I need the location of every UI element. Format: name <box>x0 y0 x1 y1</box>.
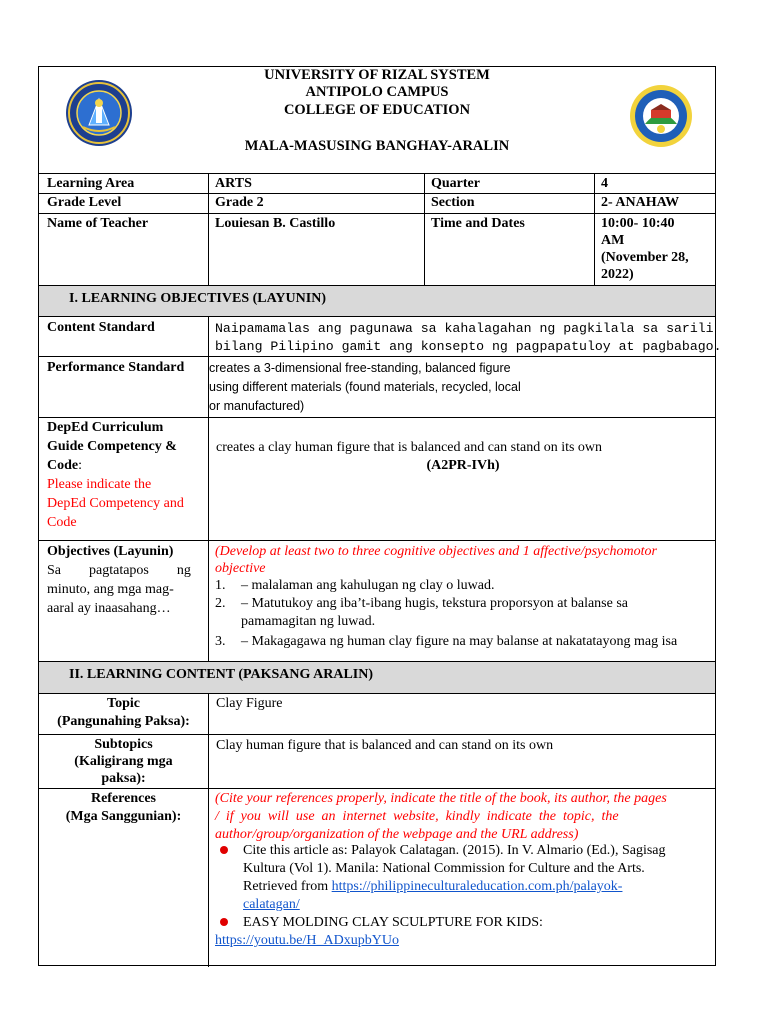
grade-level-label: Grade Level <box>47 195 122 210</box>
section-value: 2- ANAHAW <box>601 195 680 210</box>
performance-standard-label: Performance Standard <box>47 360 185 375</box>
objective-item-1: – malalaman ang kahulugan ng clay o luwad. <box>241 578 495 593</box>
competency-text: creates a clay human figure that is balanced and can stand on its own <box>216 440 603 455</box>
section2-heading: II. LEARNING CONTENT (PAKSANG ARALIN) <box>69 667 374 682</box>
competency-code: (A2PR-IVh) <box>426 458 500 473</box>
section-label: Section <box>431 195 475 210</box>
topic-label-line2: (Pangunahing Paksa): <box>57 714 190 729</box>
references-label-line1: References <box>90 791 157 806</box>
reference-1-line1: Cite this article as: Palayok Calatagan. (2015). In V. Almario (Ed.), Sagisag <box>243 843 666 858</box>
reference-2-link[interactable]: https://youtu.be/H_ADxupbYUo <box>215 933 399 948</box>
time-label: Time and Dates <box>431 216 525 231</box>
reference-2-text: EASY MOLDING CLAY SCULPTURE FOR KIDS: <box>243 915 543 930</box>
competency-label-line3: Code: <box>47 458 83 473</box>
performance-standard-line1: creates a 3-dimensional free-standing, balanced figure <box>209 361 511 375</box>
reference-1-link[interactable]: https://philippineculturaleducation.com.ph/palayok- <box>331 879 623 894</box>
objective-item-2-cont: pamamagitan ng luwad. <box>241 614 376 629</box>
quarter-label: Quarter <box>431 176 480 191</box>
objective-item-1-num: 1. <box>215 578 226 593</box>
reference-1-link-cont[interactable]: calatagan/ <box>243 897 300 912</box>
competency-note-line3: Code <box>47 515 77 530</box>
reference-2-line2 <box>215 932 399 949</box>
topic-value: Clay Figure <box>216 696 283 711</box>
objectives-desc-line3: aaral ay inaasahang… <box>47 601 171 616</box>
objective-item-3: – Makagagawa ng human clay figure na may balanse at nakatatayong mag isa <box>241 634 678 649</box>
grade-level-value: Grade 2 <box>215 195 264 210</box>
objective-item-2: – Matutukoy ang iba’t-ibang hugis, tekstura proporsyon at balanse sa <box>241 596 628 611</box>
lesson-plan-page <box>38 66 722 966</box>
objective-item-2-num: 2. <box>215 596 226 611</box>
time-value-line2: AM <box>601 233 625 248</box>
header-university: UNIVERSITY OF RIZAL SYSTEM <box>264 67 490 83</box>
references-instruction-line1: (Cite your references properly, indicate the title of the book, its author, the pages <box>215 791 667 806</box>
objectives-label: Objectives (Layunin) <box>47 544 174 559</box>
reference-1-line4 <box>243 896 300 913</box>
teacher-label: Name of Teacher <box>47 216 149 231</box>
document-title: MALA-MASUSING BANGHAY-ARALIN <box>244 138 510 154</box>
teacher-value: Louiesan B. Castillo <box>215 216 336 231</box>
reference-1-line2: Kultura (Vol 1). Manila: National Commission for Culture and the Arts. <box>243 861 645 876</box>
content-standard-label: Content Standard <box>47 320 155 335</box>
reference-1-bullet-icon <box>220 846 228 854</box>
references-label-line2: (Mga Sanggunian): <box>65 809 182 824</box>
objectives-desc-line1: Sa pagtatapos ng <box>47 563 191 578</box>
objectives-instruction-line1: (Develop at least two to three cognitive objectives and 1 affective/psychomotor <box>215 544 657 559</box>
references-instruction-line3: author/group/organization of the webpage and the URL address) <box>215 827 579 842</box>
quarter-value: 4 <box>601 176 608 191</box>
performance-standard-line3: or manufactured) <box>209 399 305 413</box>
learning-area-label: Learning Area <box>47 176 135 191</box>
competency-note-line1: Please indicate the <box>47 477 152 492</box>
competency-label-line1: DepEd Curriculum <box>47 420 164 435</box>
time-value-line4: 2022) <box>601 267 634 282</box>
subtopics-value: Clay human figure that is balanced and can stand on its own <box>216 738 554 753</box>
objectives-instruction-line2: objective <box>215 561 266 576</box>
content-standard-line2: bilang Pilipino gamit ang konsepto ng pagpapatuloy at pagbabago. <box>215 339 722 354</box>
header-campus: ANTIPOLO CAMPUS <box>305 84 449 100</box>
objective-item-3-num: 3. <box>215 634 226 649</box>
references-instruction-line2: / if you will use an internet website, kindly indicate the topic, the <box>215 809 619 824</box>
topic-label-line1: Topic <box>107 696 140 711</box>
reference-2-bullet-icon <box>220 918 228 926</box>
subtopics-label-line3: paksa): <box>101 771 146 786</box>
section1-heading: I. LEARNING OBJECTIVES (LAYUNIN) <box>69 291 326 306</box>
subtopics-label-line2: (Kaligirang mga <box>74 754 173 769</box>
objectives-desc-line2: minuto, ang mga mag- <box>47 582 174 597</box>
header-college: COLLEGE OF EDUCATION <box>283 102 471 118</box>
subtopics-label-line1: Subtopics <box>94 737 153 752</box>
time-value-line3: (November 28, <box>601 250 689 265</box>
learning-area-value: ARTS <box>215 176 252 191</box>
time-value-line1: 10:00- 10:40 <box>601 216 675 231</box>
performance-standard-line2: using different materials (found materials, recycled, local <box>209 380 521 394</box>
competency-label-line2: Guide Competency & <box>47 439 177 454</box>
competency-note-line2: DepEd Competency and <box>47 496 184 511</box>
reference-1-line3: Retrieved from https://philippineculturaleducation.com.ph/palayok- <box>243 879 623 894</box>
content-standard-line1: Naipamamalas ang pagunawa sa kahalagahan ng pagkilala sa sarili <box>215 321 714 336</box>
